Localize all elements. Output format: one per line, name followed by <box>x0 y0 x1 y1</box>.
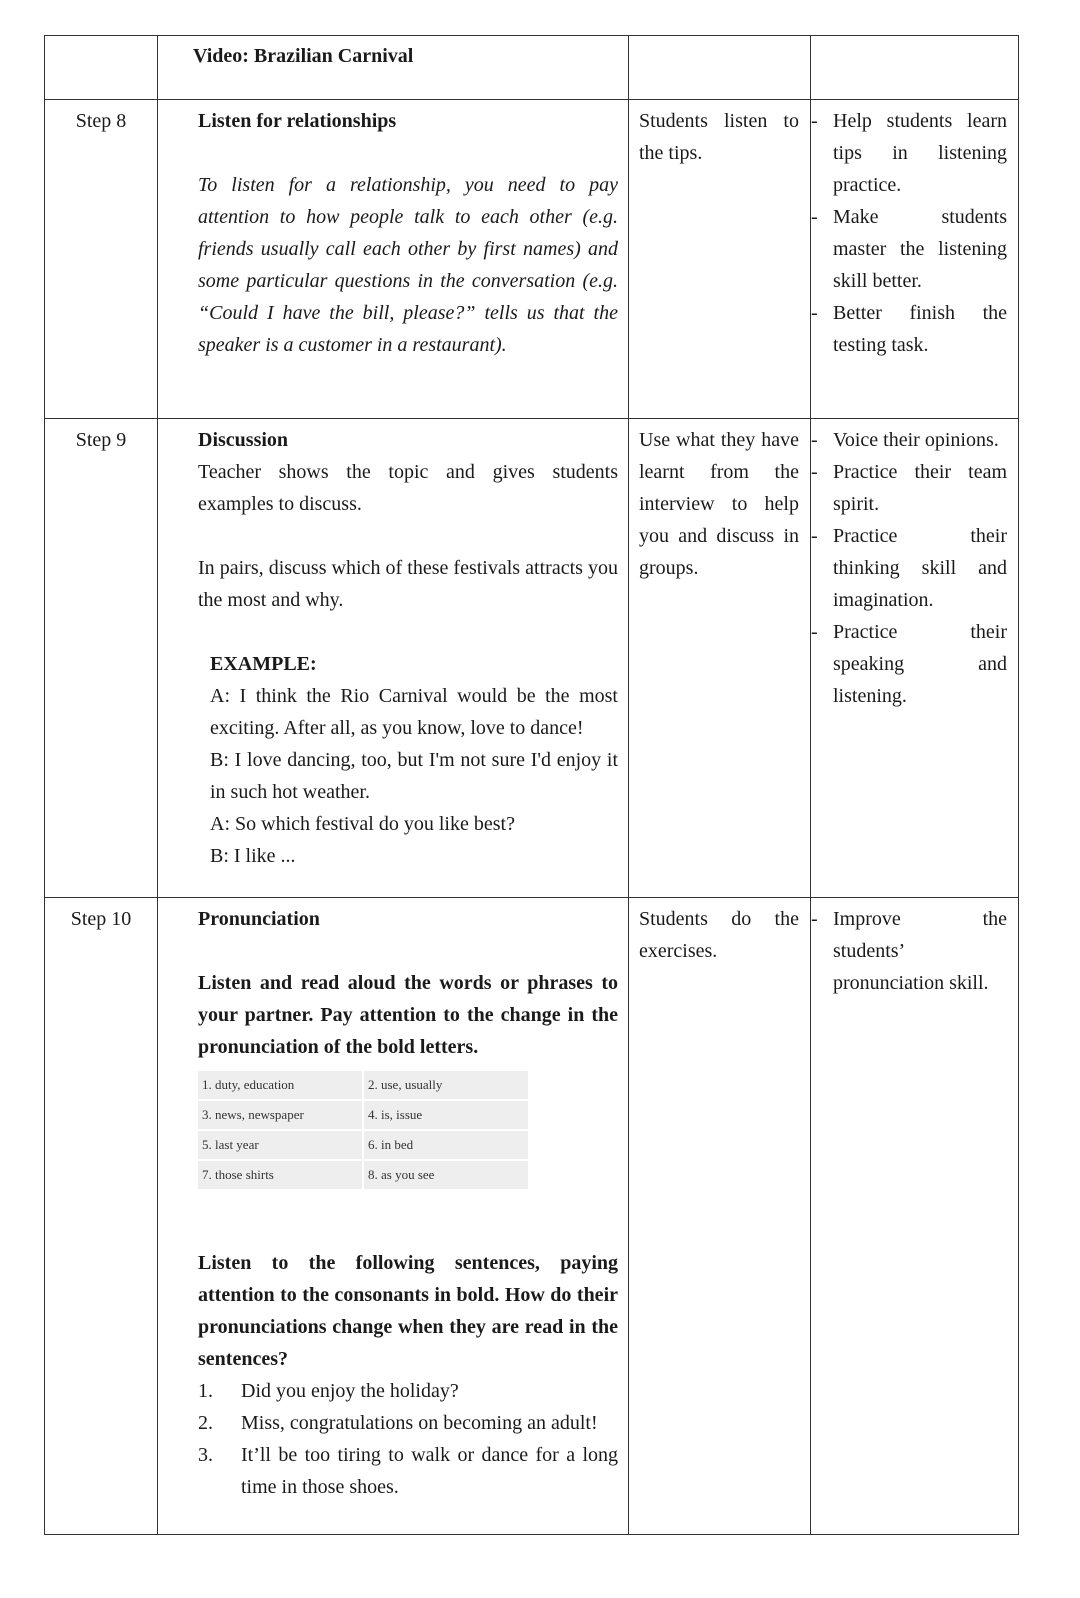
phrase-cell: 8. as you see <box>364 1161 528 1189</box>
pronunciation-instruction-1: Listen and read aloud the words or phrases to your partner. Pay attention to the change in the pronunciation of the bold letters. <box>198 972 618 1058</box>
sentence-number: 1. <box>198 1380 213 1402</box>
row-divider <box>45 897 1018 898</box>
phrase-cell: 7. those shirts <box>198 1161 362 1189</box>
example-line: B: I like ... <box>210 845 296 867</box>
column-divider <box>157 36 158 1534</box>
table-row <box>198 1131 528 1159</box>
sentence-text: Miss, congratulations on becoming an adult! <box>241 1412 598 1434</box>
aim-item: - Better finish the testing task. <box>821 297 1007 361</box>
sentence-number: 3. <box>198 1444 213 1466</box>
step-8-aims <box>821 105 1007 361</box>
example-block <box>198 648 618 872</box>
aim-item: - Practice their speaking and listening. <box>821 616 1007 712</box>
phrase-cell: 6. in bed <box>364 1131 528 1159</box>
aim-item: - Practice their team spirit. <box>821 456 1007 520</box>
sentence-text: Did you enjoy the holiday? <box>241 1380 459 1402</box>
aim-item: - Improve the students’ pronunciation skill. <box>821 903 1007 999</box>
step-8-heading: Listen for relationships <box>198 110 397 132</box>
step-8-tip: To listen for a relationship, you need to pay attention to how people talk to each other (e.g. friends usually call each other by first names) and some particular questions in the conversation (e.g. “Could I have the bill, please?” tells us that the speaker is a customer in a restaurant). <box>198 174 618 356</box>
aim-item: - Practice their thinking skill and imagination. <box>821 520 1007 616</box>
step-9-aims <box>821 424 1007 712</box>
phrase-cell: 5. last year <box>198 1131 362 1159</box>
phrase-cell: 3. news, newspaper <box>198 1101 362 1129</box>
pronunciation-instruction-2: Listen to the following sentences, paying attention to the consonants in bold. How do their pronunciations change when they are read in the sentences? <box>198 1252 618 1370</box>
sentence-number: 2. <box>198 1412 213 1434</box>
example-line: A: I think the Rio Carnival would be the most exciting. After all, as you know, love to dance! <box>210 685 618 739</box>
column-divider <box>628 36 629 1534</box>
table-row <box>198 1161 528 1189</box>
step-9-content <box>198 424 618 872</box>
phrase-cell: 1. duty, education <box>198 1071 362 1099</box>
example-line: A: So which festival do you like best? <box>210 813 515 835</box>
column-divider <box>810 36 811 1534</box>
step-8-label: Step 8 <box>75 110 127 132</box>
step-9-task: In pairs, discuss which of these festivals attracts you the most and why. <box>198 557 618 611</box>
aim-item: - Make students master the listening skill better. <box>821 201 1007 297</box>
lesson-plan-table <box>44 35 1019 1535</box>
phrase-table <box>196 1069 530 1191</box>
example-heading: EXAMPLE: <box>210 653 317 675</box>
table-row <box>198 1071 528 1099</box>
step-10-label: Step 10 <box>70 908 132 930</box>
row-divider <box>45 99 1018 100</box>
table-row <box>198 1101 528 1129</box>
list-item <box>198 1375 618 1407</box>
step-10-aims <box>821 903 1007 999</box>
step-10-student-activity: Students do the exercises. <box>639 908 799 962</box>
aim-item: - Help students learn tips in listening practice. <box>821 105 1007 201</box>
row-divider <box>45 418 1018 419</box>
step-9-student-activity: Use what they have learnt from the interview to help you and discuss in groups. <box>639 429 799 579</box>
step-10-content <box>198 903 618 1503</box>
list-item <box>198 1439 618 1503</box>
phrase-cell: 4. is, issue <box>364 1101 528 1129</box>
step-9-heading: Discussion <box>198 429 289 451</box>
step-9-label: Step 9 <box>75 429 127 451</box>
video-title: Video: Brazilian Carnival <box>193 45 414 67</box>
step-9-intro: Teacher shows the topic and gives students examples to discuss. <box>198 461 618 515</box>
step-8-student-activity: Students listen to the tips. <box>639 110 799 164</box>
example-line: B: I love dancing, too, but I'm not sure I'd enjoy it in such hot weather. <box>210 749 618 803</box>
sentence-list <box>198 1375 618 1503</box>
list-item <box>198 1407 618 1439</box>
phrase-cell: 2. use, usually <box>364 1071 528 1099</box>
aim-item: - Voice their opinions. <box>821 424 1007 456</box>
step-10-heading: Pronunciation <box>198 908 320 930</box>
step-8-content <box>198 105 618 361</box>
sentence-text: It’ll be too tiring to walk or dance for a long time in those shoes. <box>241 1444 618 1498</box>
